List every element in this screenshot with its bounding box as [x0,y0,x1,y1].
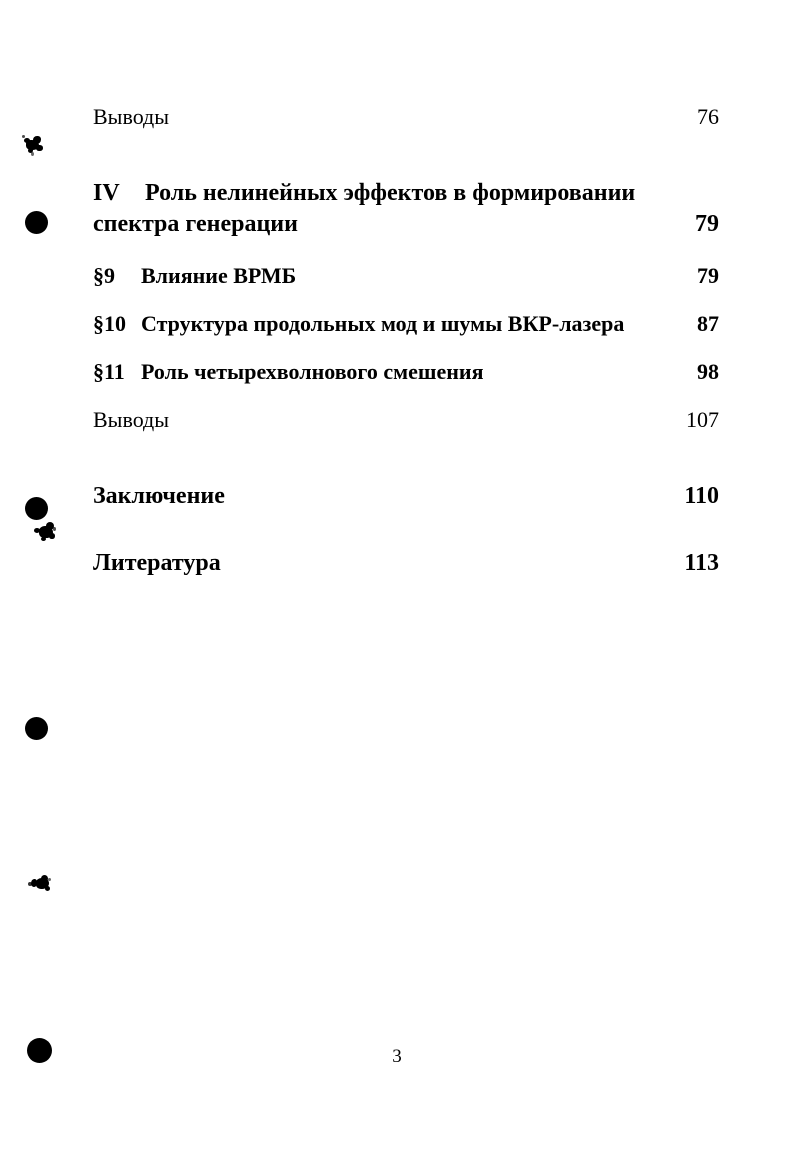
toc-entry-line-2 [93,209,719,240]
table-of-contents [93,106,719,579]
toc-entry-vyvody-76[interactable] [93,106,719,128]
scan-dot-mark [25,497,48,520]
toc-entry-title: Структура продольных мод и шумы ВКР-лазера [141,311,625,337]
page-number: 3 [392,1046,402,1067]
spacer [93,239,719,265]
scan-dot-mark [25,211,48,234]
toc-entry-label: Выводы [93,104,170,129]
toc-entry-title: Влияние ВРМБ [141,263,297,289]
scan-blot-mark [33,521,57,543]
toc-entry-vyvody-107[interactable] [93,409,719,431]
toc-entry-label [93,313,624,335]
spacer [93,512,719,548]
toc-entry-number: IV [93,180,120,206]
spacer [93,383,719,409]
toc-entry-page: 76 [697,104,719,129]
spacer [93,335,719,361]
toc-entry-label [93,361,483,383]
toc-entry-section-11[interactable] [93,361,719,383]
toc-entry-zaklyuchenie[interactable] [93,481,719,512]
scan-blot-mark [27,874,52,894]
toc-entry-page: 98 [697,359,719,385]
toc-entry-page: 107 [686,407,719,433]
spacer [93,287,719,313]
toc-entry-number: §10 [93,311,126,337]
spacer [93,431,719,481]
toc-entry-section-9[interactable] [93,265,719,287]
toc-entry-title: Роль четырехволнового смешения [141,359,484,385]
toc-entry-page: 79 [695,210,719,237]
scan-blot-mark [22,134,46,156]
toc-entry-page: 79 [697,263,719,289]
toc-entry-page: 113 [684,550,719,577]
scan-dot-mark [25,717,48,740]
toc-entry-chapter-iv[interactable] [93,178,719,239]
toc-entry-section-10[interactable] [93,313,719,335]
spacer [93,128,719,178]
toc-entry-label: Роль нелинейных эффектов в формировании [145,180,636,206]
toc-entry-label-continued: спектра генерации [93,210,298,237]
toc-entry-label: Выводы [93,407,170,433]
toc-entry-label [93,265,296,287]
toc-entry-label: Литература [93,550,221,577]
toc-entry-label: Заключение [93,483,225,510]
toc-entry-page: 110 [684,483,719,510]
toc-entry-number: §11 [93,359,125,385]
toc-entry-page: 87 [697,311,719,337]
toc-entry-literatura[interactable] [93,548,719,579]
toc-entry-line-1 [93,178,719,209]
toc-entry-number: §9 [93,263,115,289]
